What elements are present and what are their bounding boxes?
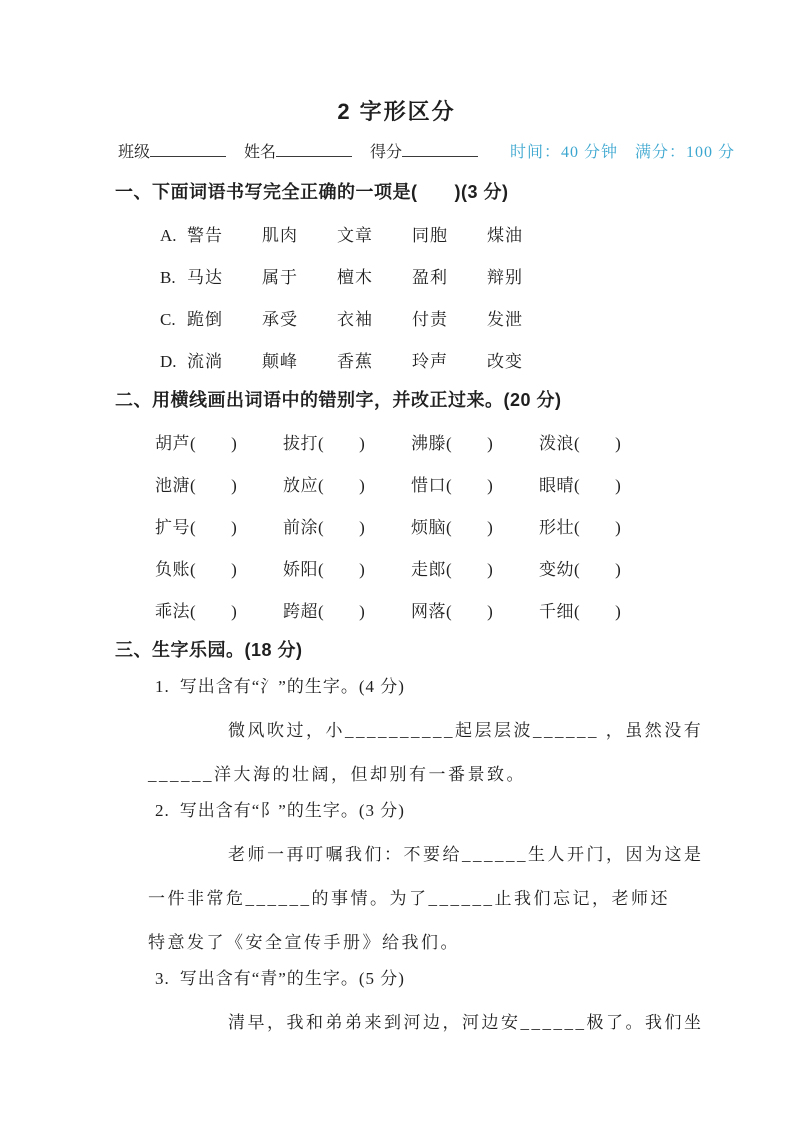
answer-parens: ( ) — [190, 560, 238, 579]
answer-parens: ( ) — [574, 434, 622, 453]
option-word: 付责 — [412, 310, 448, 329]
answer-parens: ( ) — [446, 560, 494, 579]
answer-parens: ( ) — [574, 518, 622, 537]
correction-item: 扩号( ) — [155, 518, 238, 537]
header-fill-row — [118, 142, 793, 164]
answer-parens: ( ) — [318, 518, 366, 537]
correction-item: 前涂( ) — [283, 518, 366, 537]
correction-row — [155, 518, 793, 538]
correction-item: 沸滕( ) — [411, 434, 494, 453]
correction-item: 娇阳( ) — [283, 560, 366, 579]
fill-in-line: 微风吹过，小__________起层层波______ ，虽然没有 — [228, 721, 704, 740]
option-word: 同胞 — [412, 226, 448, 245]
correction-item: 眼晴( ) — [539, 476, 622, 495]
answer-parens: ( ) — [318, 434, 366, 453]
option-word: 马达 — [187, 268, 223, 287]
correction-row — [155, 602, 793, 622]
correction-item: 泼浪( ) — [539, 434, 622, 453]
section-two-heading: 二、用横线画出词语中的错别字，并改正过来。(20 分) — [115, 390, 562, 410]
answer-parens: ( ) — [190, 518, 238, 537]
answer-parens: ( ) — [574, 602, 622, 621]
section-one-heading: 一、下面词语书写完全正确的一项是( )(3 分) — [115, 182, 509, 202]
score-blank-line — [402, 143, 478, 157]
option-label: D. — [160, 352, 177, 371]
option-label: C. — [160, 310, 176, 329]
item-2-head — [155, 800, 793, 822]
fill-in-line: 特意发了《安全宣传手册》给我们。 — [148, 933, 460, 952]
correction-item: 放应( ) — [283, 476, 366, 495]
fill-in-line: 清早，我和弟弟来到河边，河边安______极了。我们坐 — [228, 1013, 704, 1032]
option-word: 香蕉 — [337, 352, 373, 371]
option-row-a — [160, 226, 793, 246]
correction-item: 走郎( ) — [411, 560, 494, 579]
section-three-heading: 三、生字乐园。(18 分) — [115, 640, 303, 660]
correction-item: 网落( ) — [411, 602, 494, 621]
option-word: 辩别 — [487, 268, 523, 287]
answer-parens: ( ) — [318, 560, 366, 579]
name-label: 姓名 — [244, 144, 277, 161]
answer-parens: ( ) — [574, 560, 622, 579]
answer-parens: ( ) — [446, 476, 494, 495]
answer-parens: ( ) — [446, 602, 494, 621]
option-word: 跪倒 — [187, 310, 223, 329]
answer-parens: ( ) — [318, 476, 366, 495]
correction-item: 变幼( ) — [539, 560, 622, 579]
option-word: 煤油 — [487, 226, 523, 245]
answer-parens: ( ) — [318, 602, 366, 621]
correction-item: 形壮( ) — [539, 518, 622, 537]
option-row-c — [160, 310, 793, 330]
class-blank-line — [150, 143, 226, 157]
option-word: 颠峰 — [262, 352, 298, 371]
answer-parens: ( ) — [190, 602, 238, 621]
correction-item: 拔打( ) — [283, 434, 366, 453]
option-label: B. — [160, 268, 176, 287]
option-word: 属于 — [262, 268, 298, 287]
fill-in-line: 一件非常危______的事情。为了______止我们忘记，老师还 — [148, 889, 670, 908]
item-number: 1. — [155, 677, 170, 696]
page-title: 2 字形区分 — [337, 99, 456, 124]
item-1-head — [155, 676, 793, 698]
option-word: 肌肉 — [262, 226, 298, 245]
option-word: 改变 — [487, 352, 523, 371]
answer-parens: ( ) — [190, 476, 238, 495]
correction-item: 烦脑( ) — [411, 518, 494, 537]
item-prompt: 写出含有“氵”的生字。(4 分) — [179, 677, 405, 696]
class-label: 班级 — [118, 144, 151, 161]
section-two-rows — [155, 434, 793, 622]
correction-row — [155, 434, 793, 454]
option-word: 衣袖 — [337, 310, 373, 329]
fill-in-line: 老师一再叮嘱我们：不要给______生人开门，因为这是 — [228, 845, 704, 864]
section-one-options — [160, 226, 793, 372]
option-word: 警告 — [187, 226, 223, 245]
item-number: 3. — [155, 969, 170, 988]
answer-parens: ( ) — [446, 434, 494, 453]
option-word: 发泄 — [487, 310, 523, 329]
item-3-head — [155, 968, 793, 990]
item-prompt: 写出含有“青”的生字。(5 分) — [179, 969, 405, 988]
correction-item: 负账( ) — [155, 560, 238, 579]
correction-item: 胡芦( ) — [155, 434, 238, 453]
fill-in-line: ______洋大海的壮阔，但却别有一番景致。 — [148, 765, 526, 784]
option-row-b — [160, 268, 793, 288]
item-prompt: 写出含有“阝”的生字。(3 分) — [179, 801, 405, 820]
option-word: 盈利 — [412, 268, 448, 287]
item-number: 2. — [155, 801, 170, 820]
correction-item: 池溏( ) — [155, 476, 238, 495]
answer-parens: ( ) — [574, 476, 622, 495]
answer-parens: ( ) — [446, 518, 494, 537]
correction-item: 惜口( ) — [411, 476, 494, 495]
correction-item: 跨超( ) — [283, 602, 366, 621]
option-word: 流淌 — [187, 352, 223, 371]
option-label: A. — [160, 226, 177, 245]
option-word: 文章 — [337, 226, 373, 245]
option-word: 檀木 — [337, 268, 373, 287]
score-label: 得分 — [370, 144, 403, 161]
correction-row — [155, 476, 793, 496]
option-row-d — [160, 352, 793, 372]
option-word: 承受 — [262, 310, 298, 329]
answer-parens: ( ) — [190, 434, 238, 453]
correction-item: 乖法( ) — [155, 602, 238, 621]
time-score-info: 时间：40 分钟 满分：100 分 — [510, 144, 736, 161]
option-word: 玲声 — [412, 352, 448, 371]
correction-item: 千细( ) — [539, 602, 622, 621]
name-blank-line — [276, 143, 352, 157]
correction-row — [155, 560, 793, 580]
